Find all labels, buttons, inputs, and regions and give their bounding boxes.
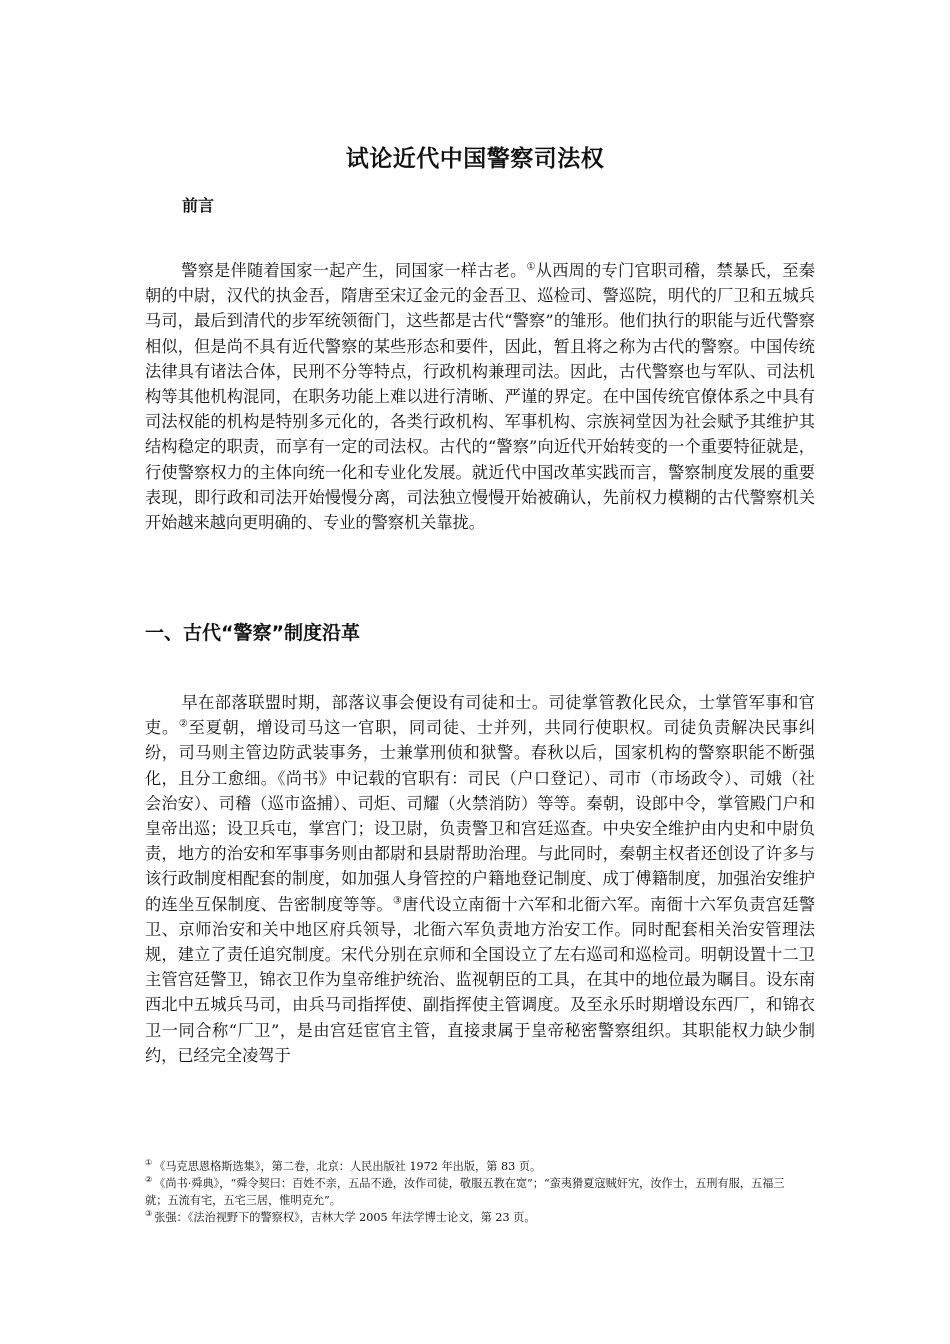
footnote-text: 张强：《法治视野下的警察权》，吉林大学 2005 年法学博士论文，第 23 页。 xyxy=(154,1211,536,1224)
footnote-item xyxy=(145,1175,805,1209)
section-heading: 一、古代“警察”制度沿革 xyxy=(145,622,360,644)
preface-heading: 前言 xyxy=(182,196,215,215)
paragraph-history xyxy=(145,690,815,1068)
footnote-reference[interactable]: ① xyxy=(526,261,536,273)
footnote-item xyxy=(145,1209,805,1226)
paragraph-intro xyxy=(145,258,815,535)
footnote-mark: ① xyxy=(145,1158,153,1168)
footnote-reference[interactable]: ② xyxy=(178,718,189,730)
footnote-mark: ② xyxy=(145,1175,153,1185)
footnote-text: 《马克思恩格斯选集》，第二卷，北京：人民出版社 1972 年出版，第 83 页。 xyxy=(154,1160,542,1173)
footnote-mark: ③ xyxy=(145,1209,153,1219)
footnote-item xyxy=(145,1158,805,1175)
paragraph-text: 唐代设立南衙十六军和北衙六军。南衙十六军负责宫廷警卫、京师治安和关中地区府兵领导，北衙六军负责地方治安工作。同时配套相关治安管理法规，建立了责任追究制度。宋代分别在京师和全国设立了左右巡司和巡检司。明朝设置十二卫主管宫廷警卫，锦衣卫作为皇帝维护统治、监视朝臣的工具，在其中的地位最为瞩目。设东南西北中五城兵马司，由兵马司指挥使、副指挥使主管调度。及至永乐时期增设东西厂，和锦衣卫一同合称“厂卫”，是由宫廷宦官主管，直接隶属于皇帝秘密警察组织。其职能权力缺少制约，已经完全凌驾于 xyxy=(145,894,816,1065)
footnote-text: 《尚书·舜典》，“舜令契曰：百姓不亲，五品不逊，汝作司徒，敬服五教在宽”；“蛮夷猾夏寇贼奸宄，汝作士，五刑有服，五福三就；五流有宅，五宅三居，惟明克允”。 xyxy=(145,1177,785,1207)
paragraph-text: 从西周的专门官职司稽，禁暴氏，至秦朝的中尉，汉代的执金吾，隋唐至宋辽金元的金吾卫、巡检司、警巡院，明代的厂卫和五城兵马司，最后到清代的步军统领衙门，这些都是古代“警察”的雏形。他们执行的职能与近代警察相似，但是尚不具有近代警察的某些形态和要件，因此，暂且将之称为古代的警察。中国传统法律具有诸法合体，民刑不分等特点，行政机构兼理司法。因此，古代警察也与军队、司法机构等其他机构混同，在职务功能上难以进行清晰、严谨的界定。在中国传统官僚体系之中具有司法权能的机构是特别多元化的，各类行政机构、军事机构、宗族祠堂因为社会赋予其维护其结构稳定的职责，而享有一定的司法权。古代的“警察”向近代开始转变的一个重要特征就是，行使警察权力的主体向统一化和专业化发展。就近代中国改革实践而言，警察制度发展的重要表现，即行政和司法开始慢慢分离，司法独立慢慢开始被确认，先前权力模糊的古代警察机关开始越来越向更明确的、专业的警察机关靠拢。 xyxy=(145,261,816,533)
footnote-reference[interactable]: ③ xyxy=(392,895,403,907)
footnotes xyxy=(145,1158,805,1226)
paragraph-text: 早在部落联盟时期，部落议事会便设有司徒和士。司徒掌管教化民众，士掌管军事和官吏。 xyxy=(145,693,815,738)
page-title: 试论近代中国警察司法权 xyxy=(345,146,605,172)
paragraph-text: 至夏朝，增设司马这一官职，同司徒、士并列，共同行使职权。司徒负责解决民事纠纷，司马则主管边防武装事务，士兼掌刑侦和狱警。春秋以后，国家机构的警察职能不断强化，且分工愈细。《尚书》中记载的官职有：司民（户口登记）、司市（市场政令）、司娥（社会治安）、司稽（巡市盗捕）、司炬、司耀（火禁消防）等等。秦朝，设郎中令，掌管殿门户和皇帝出巡；设卫兵屯，掌宫门；设卫尉，负责警卫和宫廷巡查。中央安全维护由内史和中尉负责，地方的治安和军事事务则由都尉和县尉帮助治理。与此同时，秦朝主权者还创设了许多与该行政制度相配套的制度，如加强人身管控的户籍地登记制度、成丁傅籍制度，加强治安维护的连坐互保制度、告密制度等等。 xyxy=(145,718,816,914)
paragraph-text: 警察是伴随着国家一起产生，同国家一样古老。 xyxy=(181,261,527,280)
